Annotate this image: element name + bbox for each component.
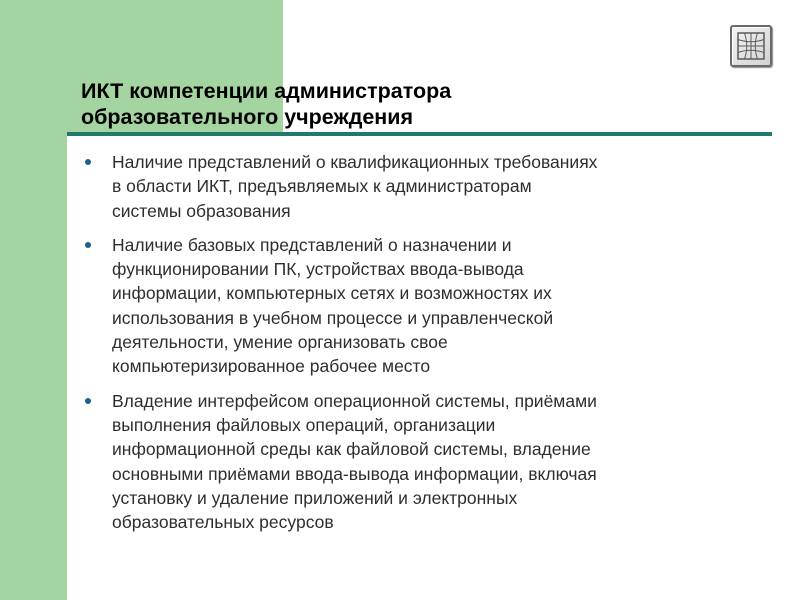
bullet-text-line: в области ИКТ, предъявляемых к администраторам: [112, 176, 532, 197]
bullet-text-line: системы образования: [112, 200, 291, 221]
bullet-item: [80, 150, 760, 223]
slide-title-line: образовательного учреждения: [81, 105, 414, 129]
bullet-text-line: выполнения файловых операций, организации: [112, 414, 496, 435]
bullet-dot-icon: [85, 398, 91, 404]
bullet-text-line: использования в учебном процессе и управленческой: [112, 307, 554, 328]
title-underline: [67, 132, 772, 136]
bullet-text-line: информации, компьютерных сетях и возможностях их: [112, 283, 552, 304]
bullet-item: [80, 233, 760, 379]
bullet-text-line: компьютеризированное рабочее место: [112, 356, 431, 377]
bullet-list: [80, 150, 760, 544]
bullet-text-line: информационной среды как файловой системы, владение: [112, 439, 591, 460]
bullet-text-line: функционировании ПК, устройствах ввода-вывода: [112, 259, 524, 280]
bullet-item: [80, 389, 760, 535]
bullet-text-line: Владение интерфейсом операционной системы, приёмами: [112, 390, 597, 411]
navigation-button[interactable]: [730, 25, 772, 67]
bullet-text-line: Наличие базовых представлений о назначении и: [112, 234, 512, 255]
bullet-text-line: деятельности, умение организовать свое: [112, 332, 448, 353]
bullet-dot-icon: [85, 242, 91, 248]
slide-title: [81, 78, 731, 130]
slide-title-line: ИКТ компетенции администратора: [81, 79, 452, 103]
bullet-text-line: образовательных ресурсов: [112, 512, 334, 533]
bullet-text-line: основными приёмами ввода-вывода информации, включая: [112, 463, 597, 484]
globe-grid-icon: [736, 31, 766, 61]
bullet-dot-icon: [85, 159, 91, 165]
bullet-text-line: установку и удаление приложений и электронных: [112, 487, 518, 508]
bullet-text-line: Наличие представлений о квалификационных требованиях: [112, 152, 598, 172]
